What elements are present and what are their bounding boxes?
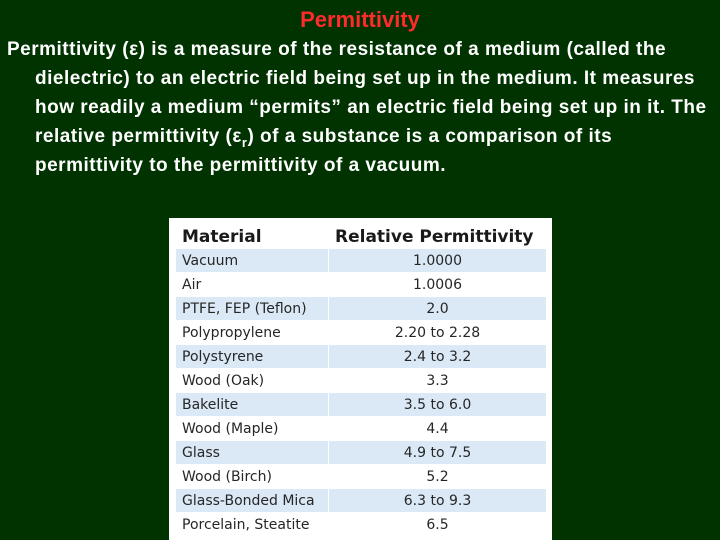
table-row bbox=[176, 489, 547, 513]
header-relative-permittivity: Relative Permittivity bbox=[329, 225, 547, 249]
material-cell: Bakelite bbox=[176, 393, 329, 417]
permittivity-cell: 6.3 to 9.3 bbox=[329, 489, 547, 513]
permittivity-cell: 4.9 to 7.5 bbox=[329, 441, 547, 465]
material-cell: Wood (Oak) bbox=[176, 369, 329, 393]
permittivity-cell: 1.0006 bbox=[329, 273, 547, 297]
body-text-part-1: Permittivity (ε) is a measure of the resistance of a medium (called the dielectric) to an electric field being set up in the medium. It measures how readily a medium “permits” an electric field being set up in it. The relative permittivity (ε bbox=[7, 39, 707, 147]
permittivity-cell: 4.4 bbox=[329, 417, 547, 441]
material-cell: Wood (Maple) bbox=[176, 417, 329, 441]
table-row bbox=[176, 465, 547, 489]
body-text-part-2: ) of a substance is a comparison of its permittivity to the permittivity of a vacuum. bbox=[35, 126, 613, 176]
slide-body-text bbox=[7, 35, 713, 180]
material-cell: PTFE, FEP (Teflon) bbox=[176, 297, 329, 321]
table-header-row bbox=[176, 225, 547, 249]
material-cell: Polypropylene bbox=[176, 321, 329, 345]
table-row bbox=[176, 249, 547, 273]
table-row bbox=[176, 513, 547, 537]
table-row bbox=[176, 297, 547, 321]
permittivity-cell: 2.4 to 3.2 bbox=[329, 345, 547, 369]
table-row bbox=[176, 393, 547, 417]
table-row bbox=[176, 417, 547, 441]
permittivity-table bbox=[175, 224, 547, 537]
permittivity-cell: 1.0000 bbox=[329, 249, 547, 273]
table-body bbox=[176, 249, 547, 537]
permittivity-cell: 3.3 bbox=[329, 369, 547, 393]
permittivity-cell: 2.0 bbox=[329, 297, 547, 321]
permittivity-cell: 6.5 bbox=[329, 513, 547, 537]
material-cell: Wood (Birch) bbox=[176, 465, 329, 489]
table-row bbox=[176, 369, 547, 393]
permittivity-cell: 5.2 bbox=[329, 465, 547, 489]
permittivity-cell: 3.5 to 6.0 bbox=[329, 393, 547, 417]
permittivity-table-image bbox=[169, 218, 552, 540]
material-cell: Vacuum bbox=[176, 249, 329, 273]
permittivity-cell: 2.20 to 2.28 bbox=[329, 321, 547, 345]
material-cell: Polystyrene bbox=[176, 345, 329, 369]
material-cell: Glass-Bonded Mica bbox=[176, 489, 329, 513]
material-cell: Glass bbox=[176, 441, 329, 465]
table-row bbox=[176, 441, 547, 465]
table-row bbox=[176, 345, 547, 369]
table-row bbox=[176, 273, 547, 297]
body-subscript-r: r bbox=[241, 134, 248, 150]
material-cell: Porcelain, Steatite bbox=[176, 513, 329, 537]
table-row bbox=[176, 321, 547, 345]
material-cell: Air bbox=[176, 273, 329, 297]
slide-title: Permittivity bbox=[300, 7, 420, 32]
header-material: Material bbox=[176, 225, 329, 249]
